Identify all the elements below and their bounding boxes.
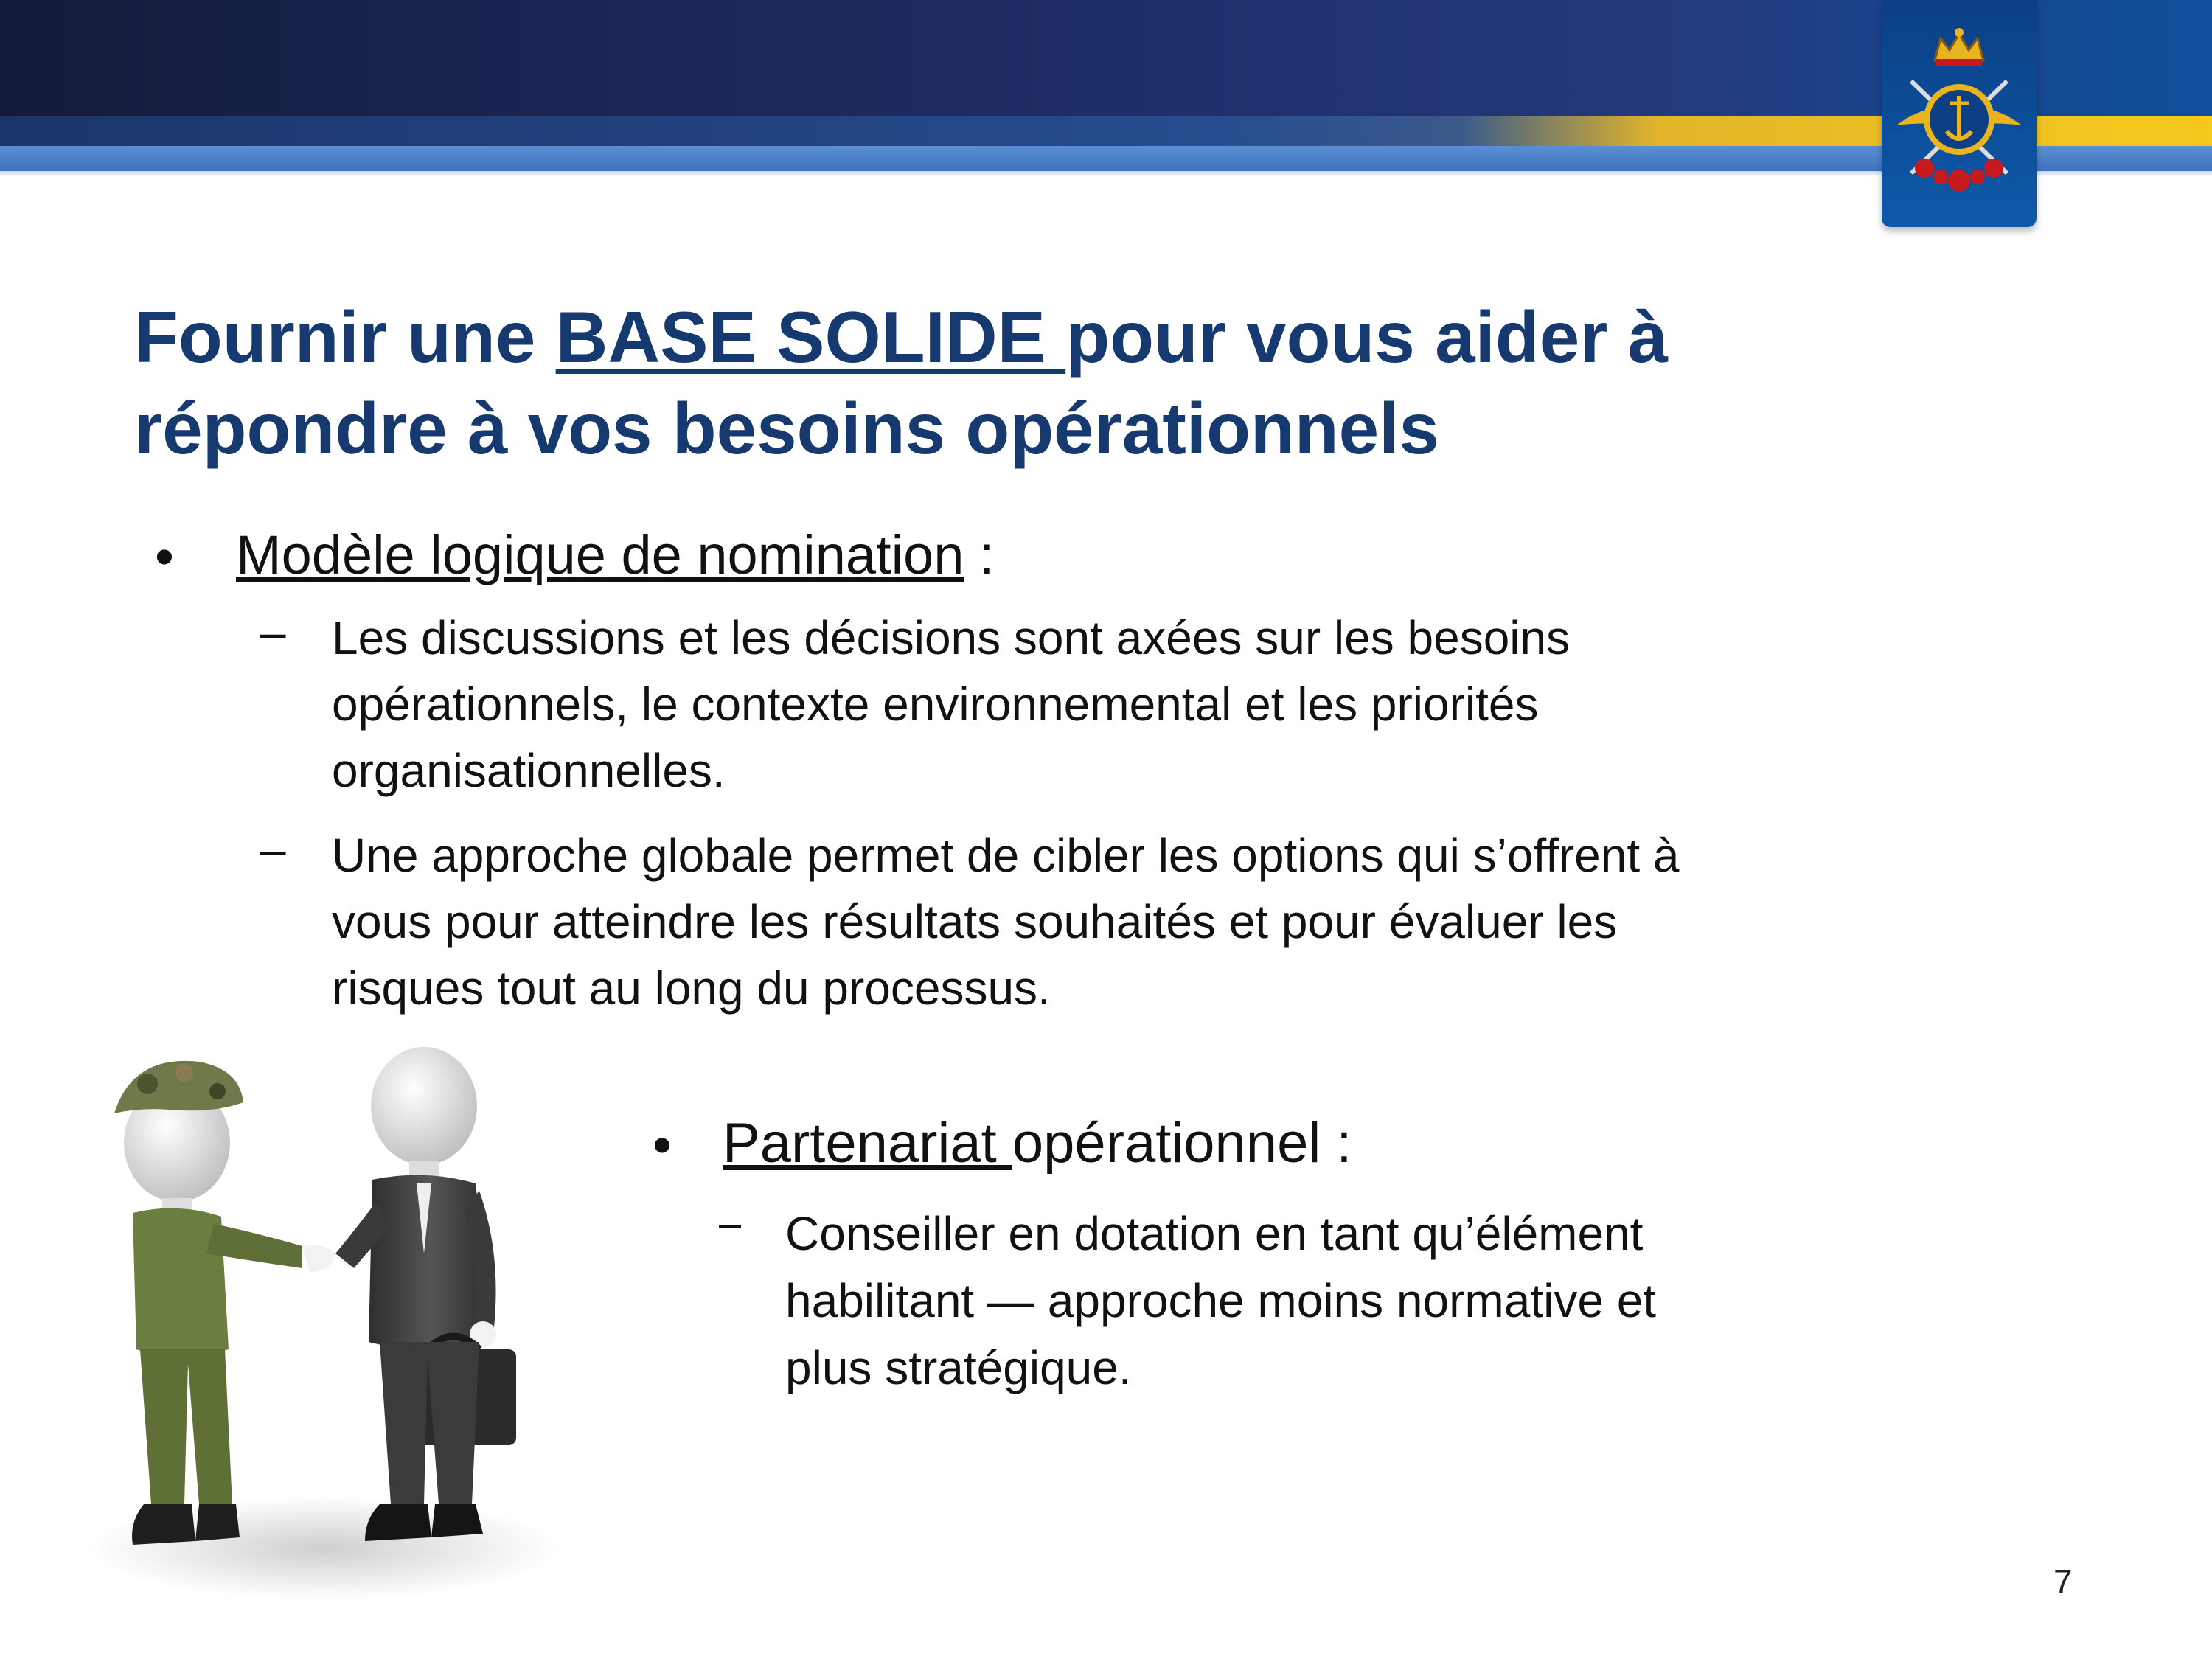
canadian-forces-badge-icon xyxy=(1882,0,2037,227)
bullet-heading-suffix: opérationnel : xyxy=(1012,1112,1352,1175)
sub-bullet-marker: – xyxy=(719,1201,742,1245)
page-number: 7 xyxy=(2053,1562,2073,1601)
title-line2: répondre à vos besoins opérationnels xyxy=(134,388,1439,469)
bullet-heading-model xyxy=(236,522,1489,588)
bullet-marker: • xyxy=(155,526,174,587)
businessman-figure xyxy=(335,1047,516,1541)
title-part1: Fournir une xyxy=(134,296,556,378)
sub-bullet-text: Conseiller en dotation en tant qu’élément habilitant — approche moins normative et plus stratégique. xyxy=(785,1207,1657,1394)
bullet-heading-partnership xyxy=(723,1110,1829,1177)
sub-bullet-marker: – xyxy=(260,605,286,658)
sub-bullet-marker: – xyxy=(260,823,286,876)
title-part2: pour vous aider à xyxy=(1065,296,1669,378)
soldier-businessman-handshake xyxy=(81,1032,597,1652)
header-banner xyxy=(0,0,2212,177)
soldier-figure xyxy=(114,1061,335,1545)
bullet-heading-label: Partenariat xyxy=(723,1112,1012,1175)
title-underlined: BASE SOLIDE xyxy=(555,296,1066,378)
emblem-tab xyxy=(1882,0,2037,227)
sub-bullet-text: Une approche globale permet de cibler les options qui s’offrent à vous pour atteindre les résultats souhaités et pour évaluer les risques tout au long du processus. xyxy=(332,829,1680,1015)
bullet-heading-label: Modèle logique de nomination xyxy=(236,524,964,585)
bullet-heading-suffix: : xyxy=(964,524,995,585)
bullet-marker: • xyxy=(653,1114,672,1175)
slide-title xyxy=(134,291,1904,474)
sub-bullet-text: Les discussions et les décisions sont axées sur les besoins opérationnels, le contexte environnemental et les priorités organisationnelles. xyxy=(332,611,1571,797)
